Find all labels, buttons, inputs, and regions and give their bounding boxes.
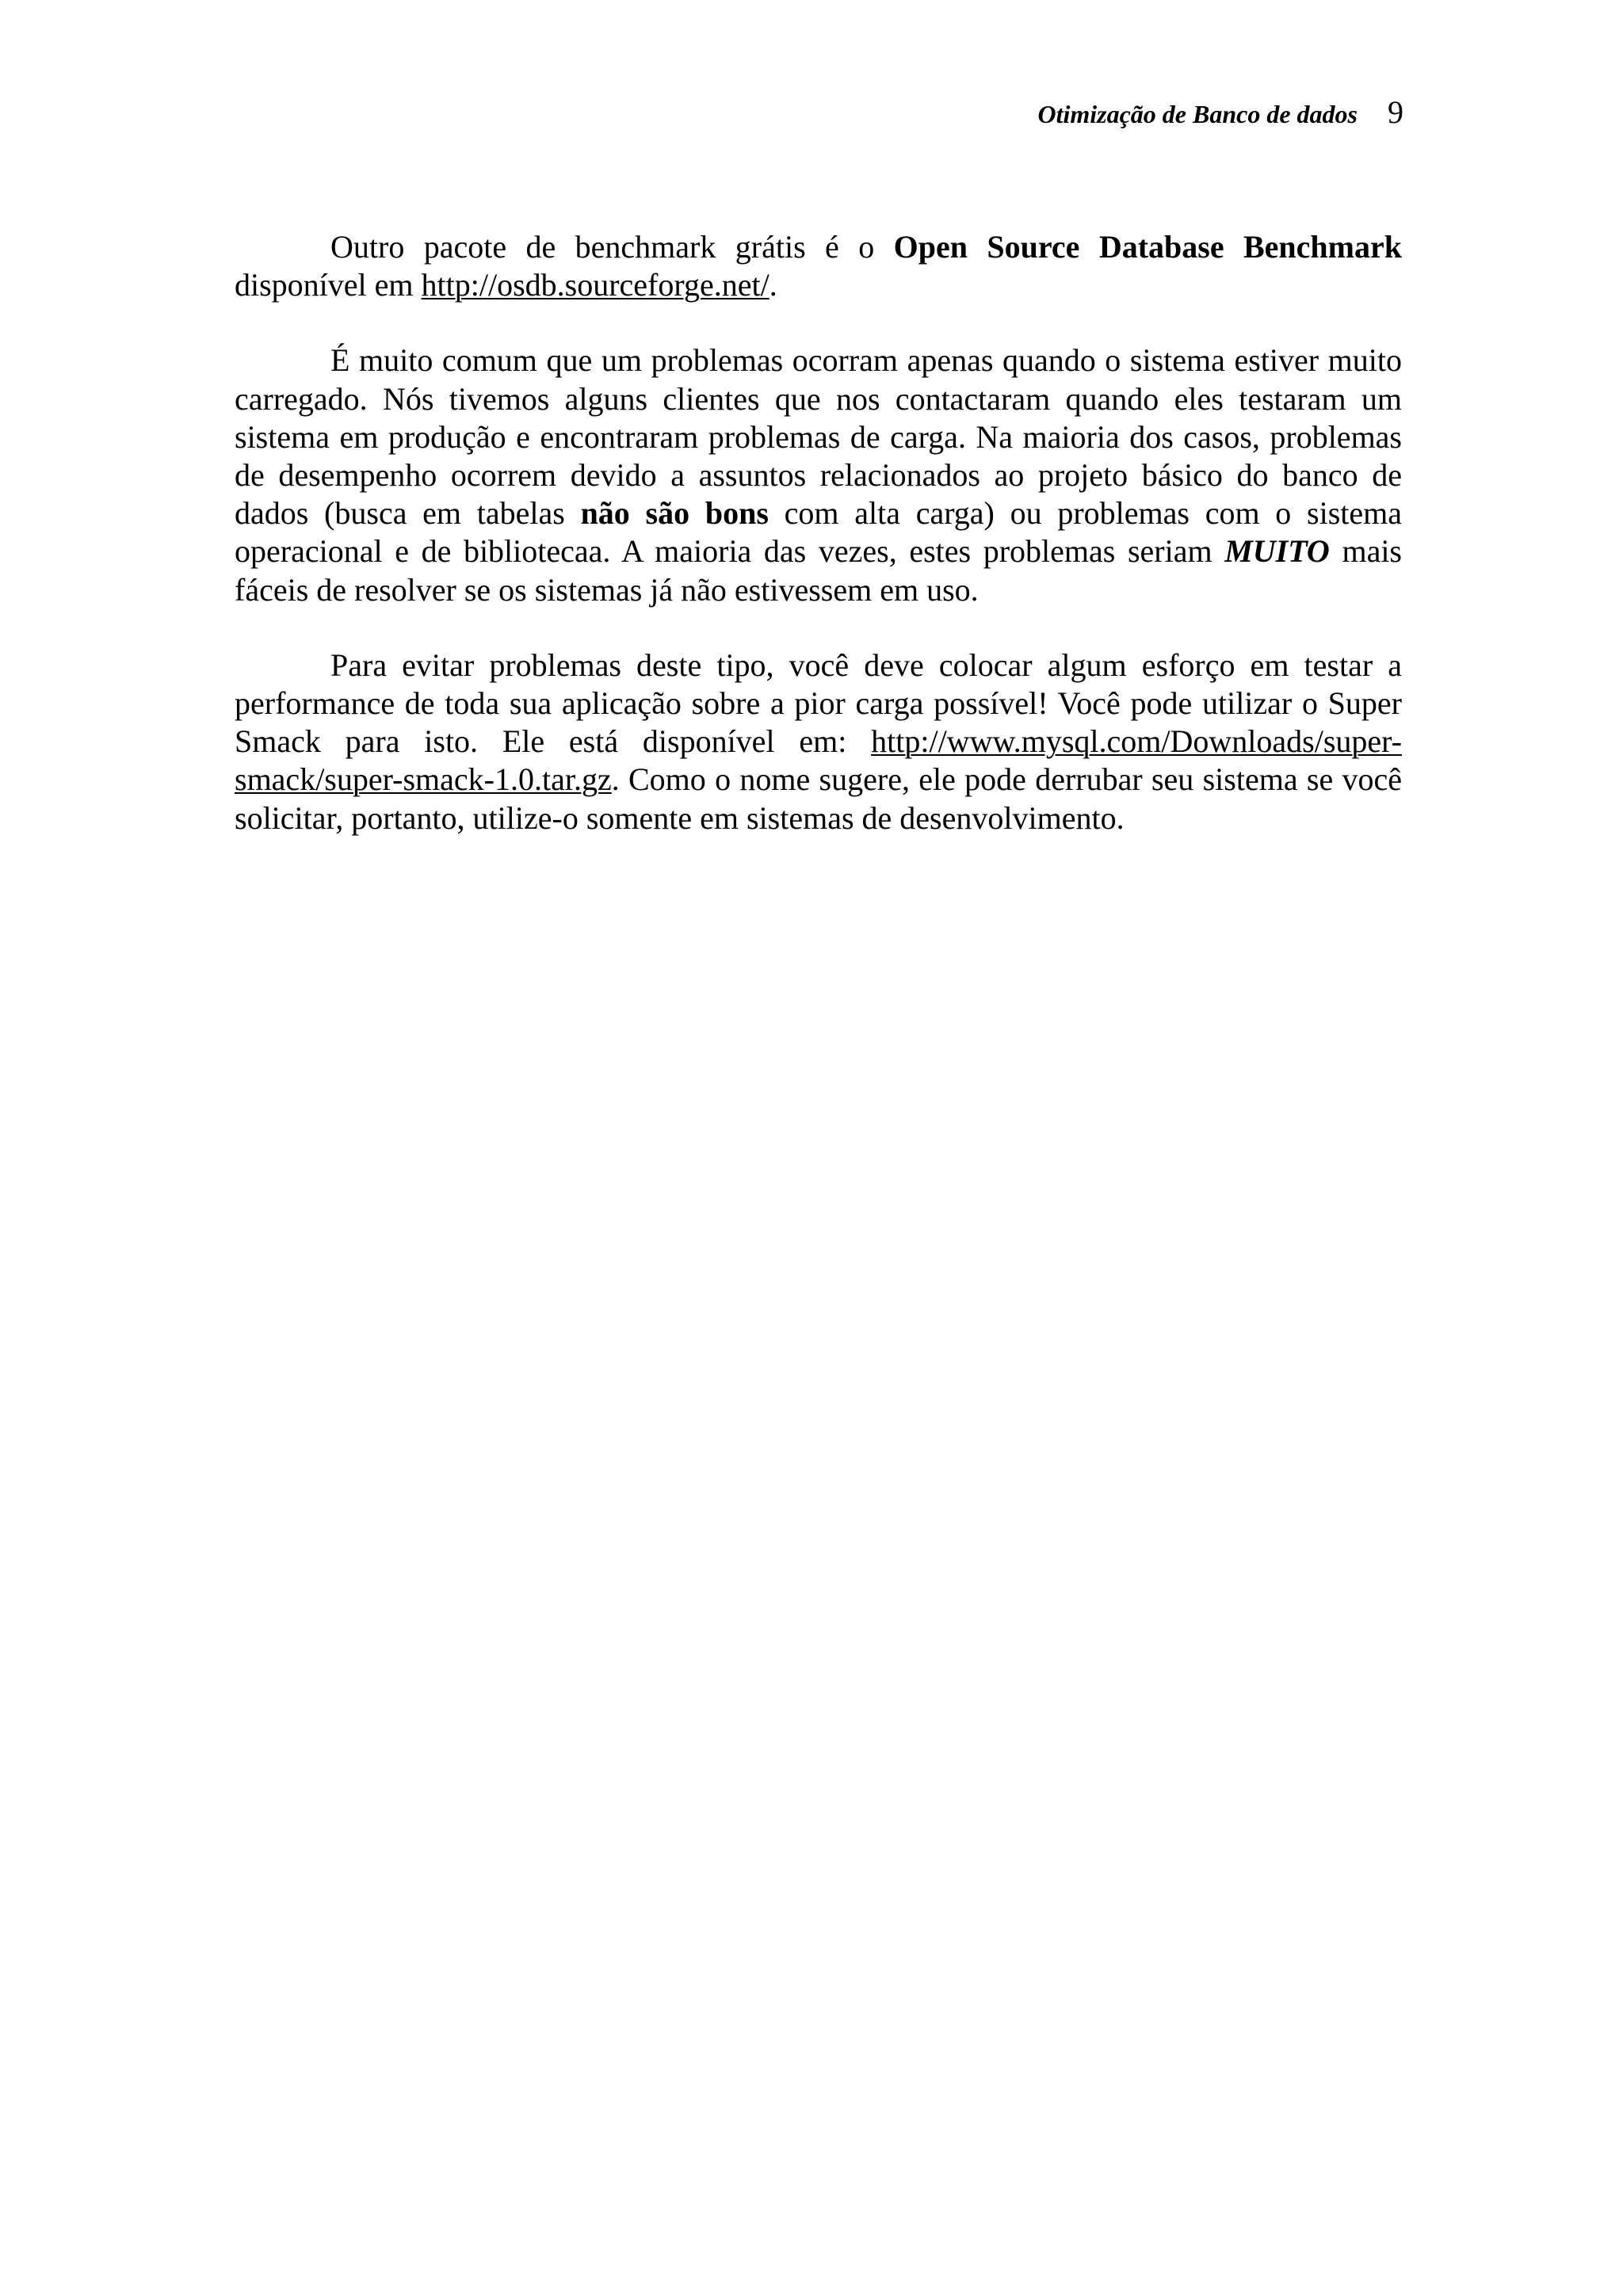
text-run: mais fáceis de resolver se os sistemas já não estivessem em uso.: [235, 533, 1402, 608]
text-run: É muito comum que um problemas ocorram apenas quando o sistema estiver muito carregado. Nós tivemos alguns clientes que nos contactaram quando eles testaram um sistema em produção e encontraram problemas de carga. Na maioria dos casos, problemas de desempenho ocorrem devido a assuntos relacionados ao projeto básico do banco de dados (busca em tabelas: [235, 342, 1402, 532]
paragraph-load-problems: [235, 341, 1402, 608]
link-super-smack-url[interactable]: http://www.mysql.com/Downloads/super-smack/super-smack-1.0.tar.gz: [235, 723, 1402, 798]
link-osdb-url[interactable]: http://osdb.sourceforge.net/: [421, 267, 769, 303]
running-header: [1037, 93, 1403, 133]
text-run: Para evitar problemas deste tipo, você deve colocar algum esforço em testar a performance de toda sua aplicação sobre a pior carga possível! Você pode utilizar o Super Smack para isto. Ele está disponível em:: [235, 646, 1402, 760]
text-run: Outro pacote de benchmark grátis é o: [330, 229, 894, 265]
header-title: Otimização de Banco de dados: [1037, 100, 1358, 128]
paragraph-super-smack: [235, 646, 1402, 837]
text-run: . Como o nome sugere, ele pode derrubar seu sistema se você solicitar, portanto, utilize-o somente em sistemas de desenvolvimento.: [235, 761, 1402, 836]
paragraph-osdb: [235, 228, 1402, 304]
bold-italic-text-muito: MUITO: [1224, 533, 1330, 570]
bold-text-osdb-name: Open Source Database Benchmark: [893, 229, 1402, 265]
body-text: [235, 228, 1402, 875]
bold-text-nao-sao-bons: não são bons: [580, 495, 769, 532]
text-run: disponível em: [235, 267, 422, 303]
page-number: 9: [1388, 94, 1403, 130]
text-run: com alta carga) ou problemas com o sistema operacional e de bibliotecaa. A maioria das vezes, estes problemas seriam: [235, 495, 1403, 570]
text-run: .: [769, 267, 777, 303]
